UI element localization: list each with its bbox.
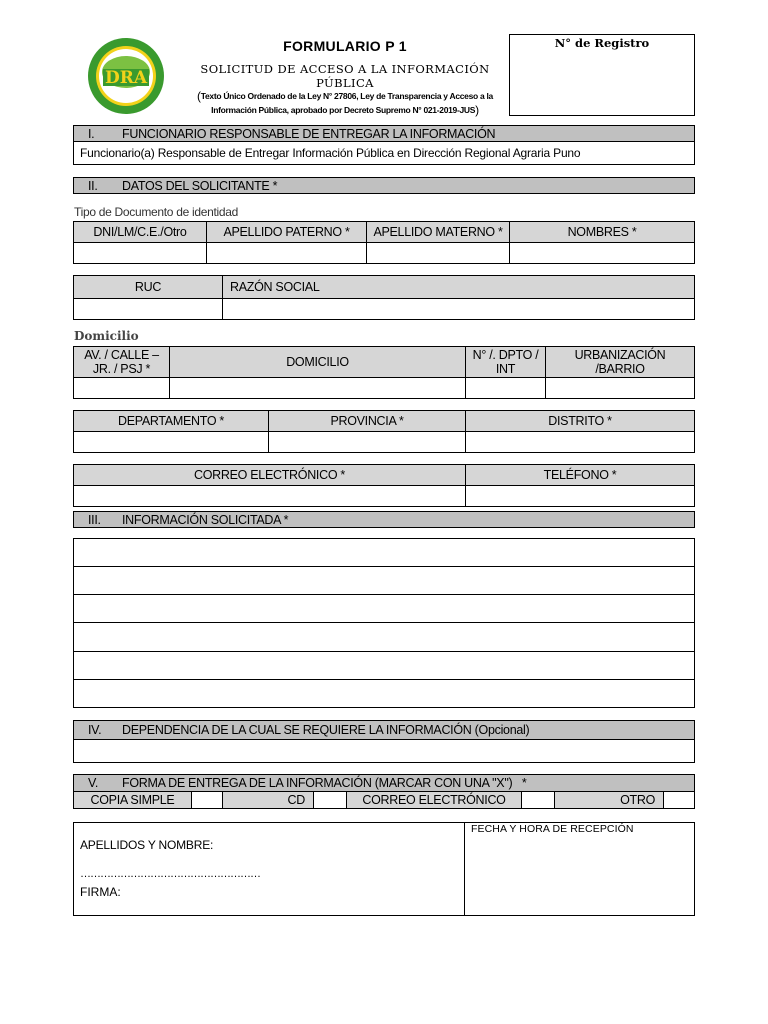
section3-title: INFORMACIÓN SOLICITADA *	[122, 512, 289, 527]
section5-number: V.	[88, 776, 99, 790]
section4-bar	[73, 720, 695, 740]
id-header-doc: DNI/LM/C.E./Otro	[73, 221, 207, 243]
email-input[interactable]	[73, 485, 466, 507]
option-correo-checkbox[interactable]	[521, 791, 555, 809]
urbanizacion-input[interactable]	[545, 377, 695, 399]
section1-number: I.	[88, 126, 95, 141]
option-otro-label: OTRO	[554, 791, 664, 809]
dependencia-input[interactable]	[73, 739, 695, 763]
phone-input[interactable]	[465, 485, 695, 507]
section2-title: DATOS DEL SOLICITANTE *	[122, 178, 278, 193]
distrito-header: DISTRITO *	[465, 410, 695, 432]
dpto-input[interactable]	[465, 377, 546, 399]
requested-info-line-4[interactable]	[73, 622, 695, 652]
form-subtitle-line2: PÚBLICA	[316, 75, 374, 90]
provincia-input[interactable]	[268, 431, 466, 453]
registro-label: N° de Registro	[554, 36, 650, 50]
razon-social-input[interactable]	[222, 298, 695, 320]
domicilio-label: Domicilio	[74, 329, 139, 343]
address-header-domicilio: DOMICILIO	[169, 346, 466, 378]
reception-area[interactable]	[465, 838, 694, 915]
option-copia-simple-label: COPIA SIMPLE	[73, 791, 192, 809]
address-header-urbanizacion: URBANIZACIÓN /BARRIO	[545, 346, 695, 378]
logo-text: DRA	[104, 67, 148, 88]
address-header-dpto: N° /. DPTO / INT	[465, 346, 546, 378]
firma-label: FIRMA:	[80, 885, 121, 899]
section1-bar	[73, 125, 695, 142]
distrito-input[interactable]	[465, 431, 695, 453]
section3-bar	[73, 511, 695, 528]
ruc-header: RUC	[73, 275, 223, 299]
section3-number: III.	[88, 512, 101, 527]
requested-info-line-2[interactable]	[73, 566, 695, 595]
doc-number-input[interactable]	[73, 242, 207, 264]
responsible-officer-value: Funcionario(a) Responsable de Entregar Información Pública en Dirección Regional Agraria Puno	[80, 146, 581, 160]
apellido-materno-input[interactable]	[366, 242, 510, 264]
section4-number: IV.	[88, 723, 102, 737]
section5-bar	[73, 774, 695, 792]
option-cd-checkbox[interactable]	[313, 791, 347, 809]
requested-info-line-3[interactable]	[73, 594, 695, 623]
option-correo-label: CORREO ELECTRÓNICO	[346, 791, 522, 809]
option-otro-checkbox[interactable]	[663, 791, 695, 809]
provincia-header: PROVINCIA *	[268, 410, 466, 432]
form-title: FORMULARIO P 1	[283, 38, 407, 54]
email-header: CORREO ELECTRÓNICO *	[73, 464, 466, 486]
apellido-paterno-input[interactable]	[206, 242, 367, 264]
responsible-officer-field	[73, 141, 695, 165]
requested-info-line-1[interactable]	[73, 538, 695, 567]
names-label: APELLIDOS Y NOMBRE:	[80, 838, 214, 852]
section2-bar	[73, 177, 695, 194]
departamento-input[interactable]	[73, 431, 269, 453]
option-copia-simple-checkbox[interactable]	[191, 791, 223, 809]
section1-title: FUNCIONARIO RESPONSABLE DE ENTREGAR LA INFORMACIÓN	[122, 126, 496, 141]
phone-header: TELÉFONO *	[465, 464, 695, 486]
section4-title: DEPENDENCIA DE LA CUAL SE REQUIERE LA INFORMACIÓN (Opcional)	[122, 723, 530, 737]
dra-logo	[86, 36, 166, 116]
reception-label: FECHA Y HORA DE RECEPCIÓN	[471, 823, 634, 835]
registro-box[interactable]	[509, 34, 695, 116]
legal-note-line2: Información Pública, aprobado por Decreto Supremo N° 021-2019-JUS )	[211, 102, 479, 117]
section5-title: FORMA DE ENTREGA DE LA INFORMACIÓN (MARCAR CON UNA "X") *	[122, 776, 527, 790]
id-header-paterno: APELLIDO PATERNO *	[206, 221, 367, 243]
nombres-input[interactable]	[509, 242, 695, 264]
requested-info-line-5[interactable]	[73, 651, 695, 680]
domicilio-input[interactable]	[169, 377, 466, 399]
legal-note-line1: ( Texto Único Ordenado de la Ley N° 27806, Ley de Transparencia y Acceso a la	[197, 89, 493, 103]
form-subtitle-line1: SOLICITUD DE ACCESO A LA INFORMACIÓN	[200, 61, 490, 76]
ruc-input[interactable]	[73, 298, 223, 320]
departamento-header: DEPARTAMENTO *	[73, 410, 269, 432]
id-header-materno: APELLIDO MATERNO *	[366, 221, 510, 243]
signature-area[interactable]	[74, 823, 464, 915]
razon-social-header: RAZÓN SOCIAL	[222, 275, 695, 299]
section2-number: II.	[88, 178, 98, 193]
doc-type-label: Tipo de Documento de identidad	[74, 205, 239, 219]
address-header-street: AV. / CALLE – JR. / PSJ *	[73, 346, 170, 378]
requested-info-line-6[interactable]	[73, 679, 695, 708]
signature-dots: ………………………………………………	[80, 868, 260, 880]
street-type-input[interactable]	[73, 377, 170, 399]
option-cd-label: CD	[222, 791, 314, 809]
id-header-nombres: NOMBRES *	[509, 221, 695, 243]
